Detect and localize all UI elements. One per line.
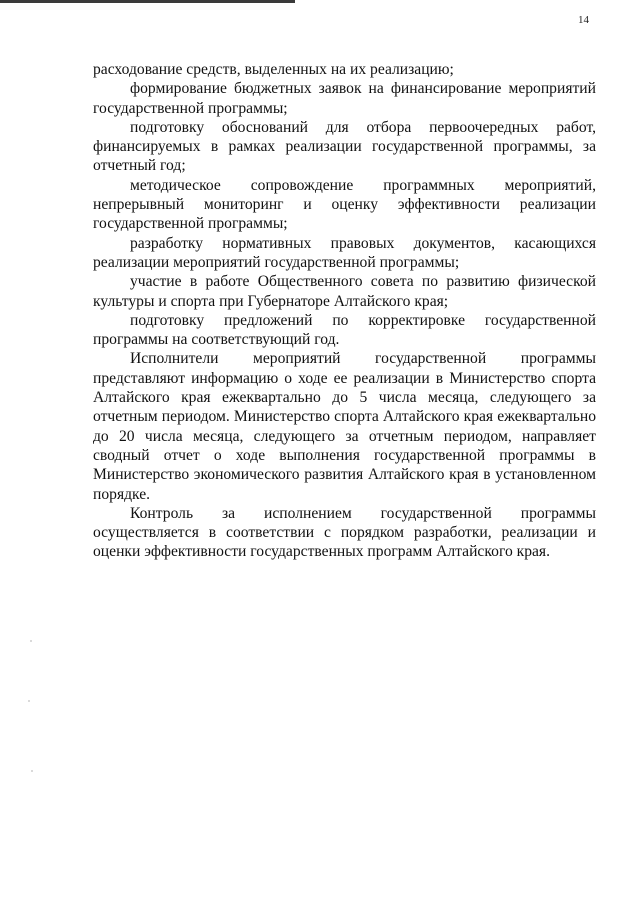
- paragraph-budget-requests: формирование бюджетных заявок на финансирование мероприятий государственной программы;: [93, 80, 596, 117]
- paragraph-methodical-support: методическое сопровождение программных мероприятий, непрерывный мониторинг и оценку эффективности реализации государственной программы;: [93, 176, 596, 233]
- document-body: [93, 60, 596, 562]
- paragraph-public-council: участие в работе Общественного совета по развитию физической культуры и спорта при Губернаторе Алтайского края;: [93, 273, 596, 310]
- paragraph-expenditure: расходование средств, выделенных на их реализацию;: [93, 61, 454, 78]
- scan-speck: [30, 640, 32, 642]
- paragraph-control: Контроль за исполнением государственной программы осуществляется в соответствии с порядком разработки, реализации и оценки эффективности государственных программ Алтайского края.: [93, 504, 596, 561]
- scan-speck: [31, 770, 33, 772]
- paragraph-adjustment-proposals: подготовку предложений по корректировке государственной программы на соответствующий год.: [93, 311, 596, 349]
- scan-speck: [28, 700, 30, 702]
- page-number: 14: [578, 14, 589, 26]
- paragraph-reporting-procedure: Исполнители мероприятий государственной программы представляют информацию о ходе ее реализации в Министерство спорта Алтайского края ежеквартально до 5 числа месяца, следующего за отчетным периодом. Министерство спорта Алтайского края ежеквартально до 20 числа месяца, следующего за отчетным периодом, направляет сводный отчет о ходе выполнения государственной программы в Министерство экономического развития Алтайского края в установленном порядке.: [93, 350, 596, 503]
- paragraph-justifications: подготовку обоснований для отбора первоочередных работ, финансируемых в рамках реализации государственной программы, за отчетный год;: [93, 118, 596, 175]
- paragraph-normative-documents: разработку нормативных правовых документов, касающихся реализации мероприятий государственной программы;: [93, 234, 596, 271]
- scan-top-edge-line: [0, 0, 295, 3]
